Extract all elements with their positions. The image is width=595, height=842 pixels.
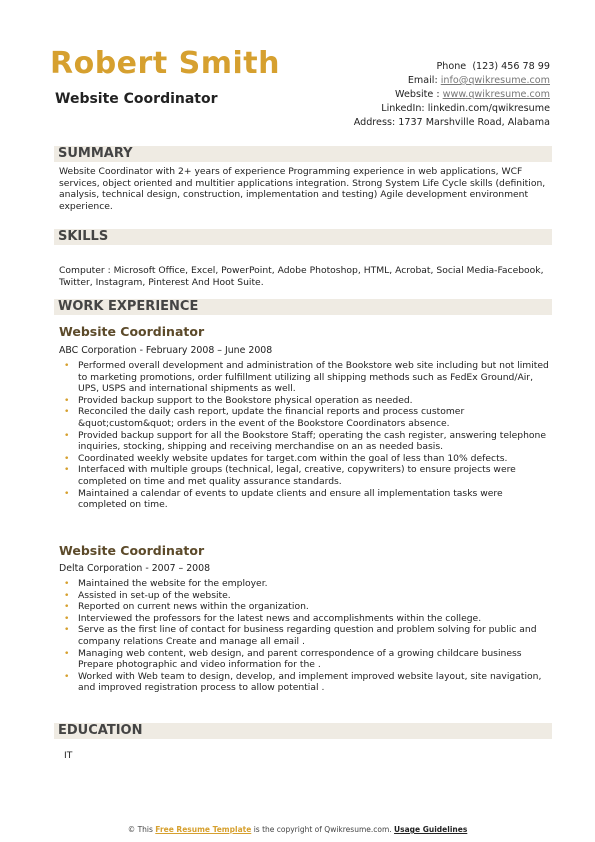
footer: © This Free Resume Template is the copyright of Qwikresume.com. Usage Guidelines — [127, 825, 468, 834]
summary-heading-bar — [54, 146, 552, 162]
skills-heading: SKILLS — [58, 229, 109, 244]
list-item: • Interviewed the professors for the latest news and accomplishments within the college. — [78, 613, 554, 625]
email-link[interactable]: info@qwikresume.com — [440, 75, 550, 86]
contact-address: Address: 1737 Marshville Road, Alabama — [353, 117, 550, 128]
education-text: IT — [64, 750, 73, 761]
candidate-name: Robert Smith — [50, 46, 280, 81]
list-item: • Provided backup support to the Bookstore physical operation as needed. — [78, 395, 554, 407]
job-bullets-1 — [78, 360, 554, 511]
skills-text: Computer : Microsoft Office, Excel, PowerPoint, Adobe Photoshop, HTML, Acrobat, Social Media-Facebook, Twitter, Instagram, Pinterest And Hoot Suite. — [59, 265, 544, 288]
usage-guidelines-link[interactable]: Usage Guidelines — [394, 825, 468, 834]
list-item: • Serve as the first line of contact for business regarding question and problem solving for public and company relations Create and manage all email . — [78, 624, 554, 647]
education-heading: EDUCATION — [58, 723, 143, 738]
job-company-1: ABC Corporation - February 2008 – June 2008 — [59, 345, 273, 356]
list-item: • Worked with Web team to design, develop, and implement improved website layout, site navigation, and improved registration process to allow potential . — [78, 671, 554, 694]
skills-heading-bar — [54, 229, 552, 245]
candidate-title: Website Coordinator — [55, 91, 218, 107]
contact-phone: Phone (123) 456 78 99 — [436, 61, 550, 72]
list-item: • Maintained a calendar of events to update clients and ensure all implementation tasks were completed on time. — [78, 488, 554, 511]
job-title-2: Website Coordinator — [59, 543, 205, 558]
list-item: • Assisted in set-up of the website. — [78, 590, 554, 602]
contact-block — [230, 60, 550, 130]
experience-heading-bar — [54, 299, 552, 315]
education-heading-bar — [54, 723, 552, 739]
job-company-2: Delta Corporation - 2007 – 2008 — [59, 563, 211, 574]
contact-email: Email: info@qwikresume.com — [407, 75, 550, 86]
list-item: • Reconciled the daily cash report, update the financial reports and process customer &quot;custom&quot; orders in the event of the Bookstore Coordinators absence. — [78, 406, 554, 429]
job-bullets-2 — [78, 578, 554, 694]
list-item: • Provided backup support for all the Bookstore Staff; operating the cash register, answering telephone inquiries, stocking, shipping and receiving merchandise on an as needed basis. — [78, 430, 554, 453]
free-resume-template-link[interactable]: Free Resume Template — [155, 825, 252, 834]
contact-linkedin: LinkedIn: linkedin.com/qwikresume — [381, 103, 550, 114]
list-item: • Coordinated weekly website updates for target.com within the goal of less than 10% defects. — [78, 453, 554, 465]
list-item: • Reported on current news within the organization. — [78, 601, 554, 613]
summary-text: Website Coordinator with 2+ years of experience Programming experience in web applications, WCF services, object oriented and multitier applications integration. Strong System Life Cycle skills (definition, analysis, technical design, construction, implementation and testing) Agile development environment experience. — [59, 166, 546, 212]
contact-website: Website : www.qwikresume.com — [395, 89, 550, 100]
job-title-1: Website Coordinator — [59, 324, 205, 339]
list-item: • Maintained the website for the employer. — [78, 578, 554, 590]
website-link[interactable]: www.qwikresume.com — [442, 89, 550, 100]
list-item: • Performed overall development and administration of the Bookstore web site including but not limited to marketing promotions, order fulfillment utilizing all shipping methods such as FedEx Ground/Air, UPS, USPS and international shipments as well. — [78, 360, 554, 395]
list-item: • Interfaced with multiple groups (technical, legal, creative, copywriters) to ensure projects were completed on time and met quality assurance standards. — [78, 464, 554, 487]
summary-heading: SUMMARY — [58, 146, 133, 161]
experience-heading: WORK EXPERIENCE — [58, 299, 199, 314]
list-item: • Managing web content, web design, and parent correspondence of a growing childcare business Prepare photographic and video information for the . — [78, 648, 554, 671]
